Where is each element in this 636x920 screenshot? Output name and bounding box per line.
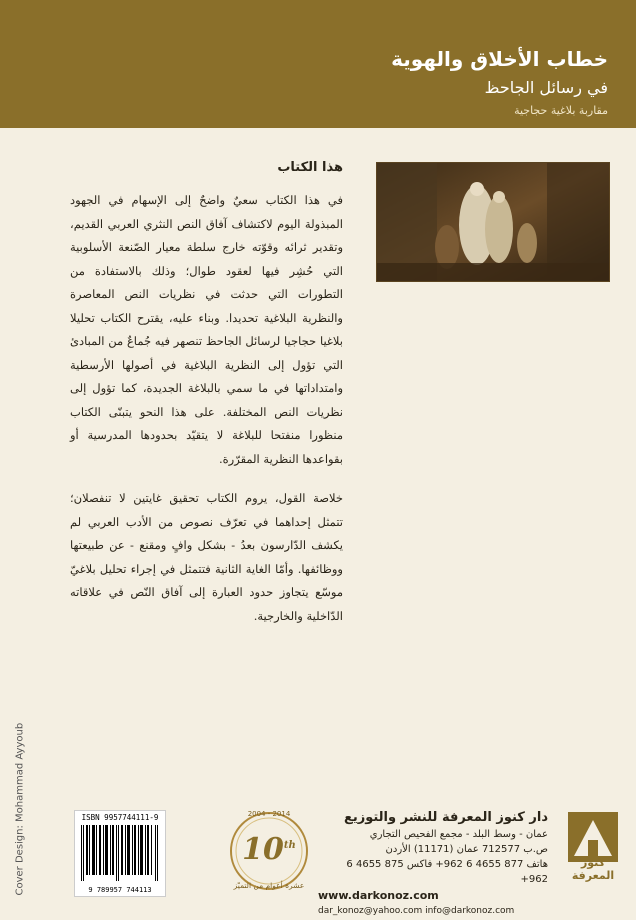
publisher-website: www.darkonoz.com <box>318 889 439 902</box>
badge-caption: عشرة أعوام من التميّز <box>233 881 305 890</box>
publisher-logo <box>564 806 622 884</box>
isbn-label: ISBN 9957744111-9 <box>81 813 159 822</box>
book-title: خطاب الأخلاق والهوية <box>391 47 608 71</box>
book-title-secondary: في رسائل الجاحظ <box>484 78 608 97</box>
badge-years: 2004 - 2014 <box>247 810 291 818</box>
cover-painting <box>376 162 610 282</box>
painting-illustration <box>377 163 609 281</box>
publisher-name: دار كنوز المعرفة للنشر والتوزيع <box>343 810 548 825</box>
publisher-address-1: عمان - وسط البلد - مجمع الفحيص التجاري <box>369 829 548 840</box>
publisher-phone: هاتف 877 4655 6 962+ فاكس 875 4655 6 962+ <box>346 859 548 885</box>
barcode-icon <box>81 825 159 881</box>
isbn-digits: 9 789957 744113 <box>88 886 152 894</box>
publisher-address-2: ص.ب 712577 عمان (11171) الأردن <box>385 844 548 855</box>
anniversary-badge <box>226 808 312 894</box>
about-heading: هذا الكتاب <box>277 160 343 175</box>
about-paragraph-1: في هذا الكتاب سعيٌ واضحٌ إلى الإسهام في الجهود المبذولة اليوم لاكتشاف آفاق النص النثري العربي القديم، وتقدير ثرائه وقوّته خارج سلطة معيار الصّنعة الأسلوبية التي حُشِر فيها لعقود طوال؛ وذلك بالاستفادة من التطورات التي حدثت في نظريات النص المعاصرة والنظرية البلاغية تحديدا. وبناء عليه، يقترح الكتاب تحليلا بلاغيا حجاجيا لرسائل الجاحظ تنصهر فيه جُماعٌ من المبادئ التي تؤول إلى النظرية البلاغية في أصولها الأرسطية وامتداداتها في ما سمي بالبلاغة الجديدة، كما تؤول إلى نظريات النص المختلفة. على هذا النحو يتبنّى الكتاب منظورا منفتحا للبلاغة لا يتقيّد بحدودها المدرسية أو بقواعدها النظرية المقرّرة. <box>70 193 343 466</box>
title-block <box>391 46 608 120</box>
about-paragraph-2: خلاصة القول، يروم الكتاب تحقيق غايتين لا تنفصلان؛ تتمثل إحداهما في تعرّف نصوص من الأدب العربي لم يكشف الدّارسون بعدُ - بشكل وافٍ ومقنع - عن طبيعتها ووظائفها. وأمّا الغاية الثانية فتتمثل في إجراء تحليل بلاغيّ موسّع يتجاوز حدود العبارة إلى آفاق النّص في علاقاته الدّاخلية والخارجية. <box>70 491 343 623</box>
cover-design-credit: Cover Design: Mohammad Ayyoub <box>14 722 26 896</box>
book-subtitle: مقاربة بلاغية حجاجية <box>514 104 608 117</box>
badge-number <box>226 832 312 867</box>
about-section <box>70 160 343 644</box>
badge-suffix: th <box>283 840 296 851</box>
publisher-info <box>318 808 548 918</box>
badge-number-value: 10 <box>242 832 284 867</box>
logo-text: كنوز المعرفة <box>571 856 615 882</box>
publisher-email: dar_konoz@yahoo.com info@darkonoz.com <box>318 906 515 916</box>
isbn-barcode <box>74 810 166 897</box>
